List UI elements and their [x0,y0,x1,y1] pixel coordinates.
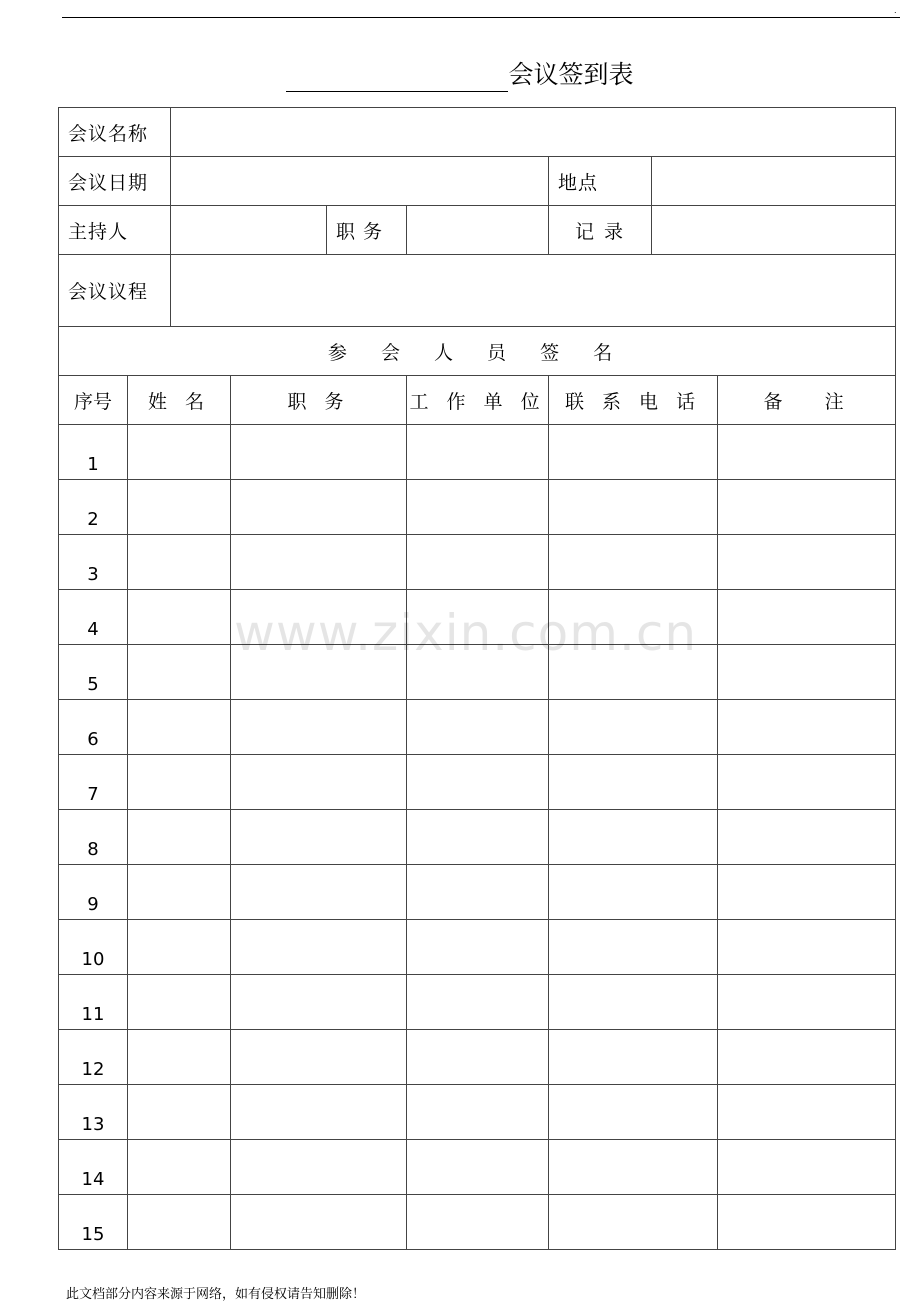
phone-cell[interactable] [549,975,718,1030]
position-cell[interactable] [231,755,407,810]
row-number: 11 [59,975,128,1030]
col-header-phone: 联 系 电 话 [549,376,718,425]
row-number: 1 [59,425,128,480]
recorder-field[interactable] [652,206,896,255]
table-row [59,1140,896,1195]
host-row [59,206,896,255]
position-cell[interactable] [231,425,407,480]
meeting-date-row [59,157,896,206]
name-cell[interactable] [128,590,231,645]
remarks-cell[interactable] [718,755,896,810]
table-row [59,1195,896,1250]
name-cell[interactable] [128,700,231,755]
name-cell[interactable] [128,975,231,1030]
phone-cell[interactable] [549,920,718,975]
phone-cell[interactable] [549,1195,718,1250]
row-number: 6 [59,700,128,755]
row-number: 7 [59,755,128,810]
agenda-label: 会议议程 [59,255,171,327]
phone-cell[interactable] [549,810,718,865]
top-rule [62,17,900,18]
position-cell[interactable] [231,975,407,1030]
meeting-name-row [59,108,896,157]
organization-cell[interactable] [407,755,549,810]
phone-cell[interactable] [549,700,718,755]
organization-cell[interactable] [407,700,549,755]
meeting-name-field[interactable] [171,108,896,157]
row-number: 13 [59,1085,128,1140]
name-cell[interactable] [128,1140,231,1195]
table-row [59,535,896,590]
name-cell[interactable] [128,480,231,535]
table-row [59,755,896,810]
table-row [59,975,896,1030]
position-cell[interactable] [231,1085,407,1140]
host-position-label: 职 务 [327,206,407,255]
remarks-cell[interactable] [718,425,896,480]
name-cell[interactable] [128,1195,231,1250]
remarks-cell[interactable] [718,645,896,700]
organization-cell[interactable] [407,865,549,920]
name-cell[interactable] [128,645,231,700]
table-row [59,1085,896,1140]
row-number: 2 [59,480,128,535]
name-cell[interactable] [128,810,231,865]
organization-cell[interactable] [407,1195,549,1250]
position-cell[interactable] [231,810,407,865]
position-cell[interactable] [231,535,407,590]
position-cell[interactable] [231,865,407,920]
row-number: 4 [59,590,128,645]
name-cell[interactable] [128,425,231,480]
attendee-rows [59,425,896,1250]
col-header-position: 职 务 [231,376,407,425]
remarks-cell[interactable] [718,700,896,755]
position-cell[interactable] [231,480,407,535]
organization-cell[interactable] [407,1085,549,1140]
organization-cell[interactable] [407,1030,549,1085]
phone-cell[interactable] [549,755,718,810]
table-row [59,700,896,755]
meeting-name-label: 会议名称 [59,108,171,157]
row-number: 5 [59,645,128,700]
sign-in-table [58,107,896,1250]
organization-cell[interactable] [407,425,549,480]
recorder-label: 记 录 [549,206,652,255]
attendee-section-title: 参 会 人 员 签 名 [59,327,896,376]
organization-cell[interactable] [407,1140,549,1195]
column-header-row [59,376,896,425]
position-cell[interactable] [231,1195,407,1250]
meeting-date-label: 会议日期 [59,157,171,206]
phone-cell[interactable] [549,1085,718,1140]
row-number: 15 [59,1195,128,1250]
phone-cell[interactable] [549,865,718,920]
location-field[interactable] [652,157,896,206]
host-position-field[interactable] [407,206,549,255]
table-row [59,425,896,480]
remarks-cell[interactable] [718,920,896,975]
phone-cell[interactable] [549,425,718,480]
col-header-name: 姓 名 [128,376,231,425]
name-cell[interactable] [128,755,231,810]
remarks-cell[interactable] [718,1085,896,1140]
remarks-cell[interactable] [718,590,896,645]
host-field[interactable] [171,206,327,255]
phone-cell[interactable] [549,1140,718,1195]
row-number: 8 [59,810,128,865]
table-row [59,810,896,865]
position-cell[interactable] [231,1030,407,1085]
name-cell[interactable] [128,1030,231,1085]
table-row [59,1030,896,1085]
corner-mark: . [894,6,897,15]
remarks-cell[interactable] [718,1140,896,1195]
attendee-section-row [59,327,896,376]
name-cell[interactable] [128,865,231,920]
table-row [59,920,896,975]
footer-note: 此文档部分内容来源于网络，如有侵权请告知删除！ [66,1287,366,1302]
remarks-cell[interactable] [718,810,896,865]
organization-cell[interactable] [407,920,549,975]
agenda-row [59,255,896,327]
organization-cell[interactable] [407,535,549,590]
row-number: 14 [59,1140,128,1195]
remarks-cell[interactable] [718,535,896,590]
col-header-index: 序号 [59,376,128,425]
table-row [59,865,896,920]
table-row [59,480,896,535]
position-cell[interactable] [231,700,407,755]
remarks-cell[interactable] [718,480,896,535]
phone-cell[interactable] [549,535,718,590]
row-number: 10 [59,920,128,975]
agenda-field[interactable] [171,255,896,327]
phone-cell[interactable] [549,1030,718,1085]
name-cell[interactable] [128,535,231,590]
watermark: www.zixin.com.cn [234,604,698,662]
row-number: 3 [59,535,128,590]
meeting-date-field[interactable] [171,157,549,206]
col-header-remarks: 备 注 [718,376,896,425]
remarks-cell[interactable] [718,1030,896,1085]
row-number: 9 [59,865,128,920]
document-title [0,58,920,92]
title-blank-line[interactable] [286,61,508,92]
remarks-cell[interactable] [718,1195,896,1250]
remarks-cell[interactable] [718,865,896,920]
remarks-cell[interactable] [718,975,896,1030]
position-cell[interactable] [231,1140,407,1195]
organization-cell[interactable] [407,975,549,1030]
organization-cell[interactable] [407,810,549,865]
host-label: 主持人 [59,206,171,255]
phone-cell[interactable] [549,480,718,535]
location-label: 地点 [549,157,652,206]
organization-cell[interactable] [407,480,549,535]
col-header-organization: 工 作 单 位 [407,376,549,425]
title-text: 会议签到表 [508,60,634,89]
name-cell[interactable] [128,1085,231,1140]
row-number: 12 [59,1030,128,1085]
name-cell[interactable] [128,920,231,975]
position-cell[interactable] [231,920,407,975]
